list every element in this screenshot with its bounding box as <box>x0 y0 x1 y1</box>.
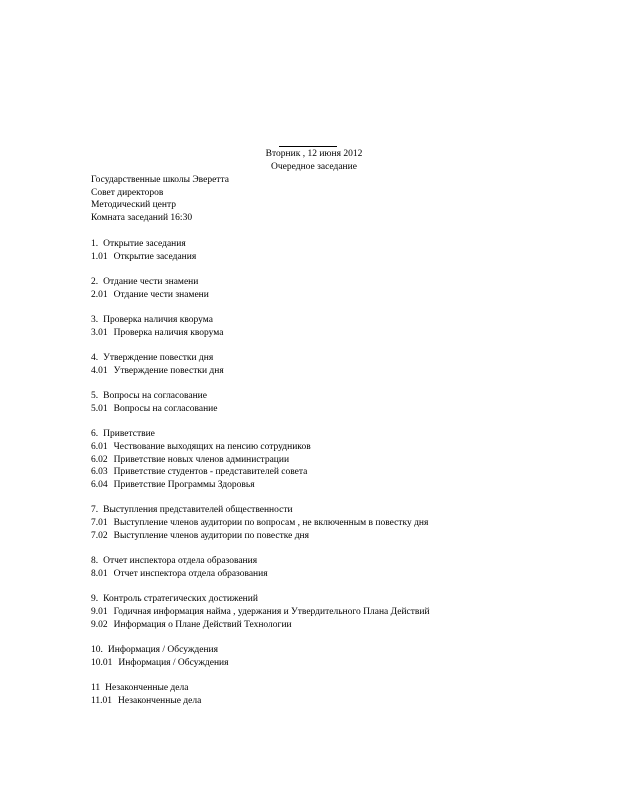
section-title: Выступления представителей общественности <box>103 505 293 516</box>
agenda-list <box>91 238 611 720</box>
agenda-section-heading <box>91 644 611 657</box>
agenda-item <box>91 695 611 708</box>
item-text: Проверка наличия кворума <box>113 327 224 338</box>
agenda-item <box>91 479 611 492</box>
section-title: Приветствие <box>103 429 155 440</box>
item-number: 6.01 <box>91 442 108 452</box>
agenda-section-heading <box>91 276 611 289</box>
agenda-section-heading <box>91 428 611 441</box>
agenda-section <box>91 238 611 263</box>
section-title: Информация / Обсуждения <box>107 645 218 655</box>
section-number: 1. <box>91 239 99 249</box>
agenda-section-heading <box>91 593 611 606</box>
item-text: Утверждение повестки дня <box>113 365 224 376</box>
item-text: Вопросы на согласование <box>113 403 218 414</box>
item-text: Приветствие студентов - представителей совета <box>113 467 308 478</box>
board-name: Совет директоров <box>91 187 164 198</box>
item-number: 3.01 <box>91 327 108 338</box>
item-text: Незаконченные дела <box>118 695 202 706</box>
item-text: Годичная информация найма , удержания и Утвердительного Плана Действий <box>113 606 430 617</box>
organization-name: Государственные школы Эверетта <box>91 175 229 185</box>
section-number: 8. <box>91 556 99 567</box>
item-number: 5.01 <box>91 403 108 414</box>
agenda-section-heading <box>91 555 611 568</box>
agenda-section-heading <box>91 314 611 327</box>
item-number: 10.01 <box>91 657 113 668</box>
agenda-section-heading <box>91 390 611 403</box>
agenda-item <box>91 454 611 467</box>
agenda-item <box>91 657 611 670</box>
item-text: Чествование выходящих на пенсию сотрудников <box>113 442 311 452</box>
agenda-section <box>91 682 611 707</box>
section-title: Вопросы на согласование <box>103 391 207 402</box>
item-text: Отдание чести знамени <box>113 289 209 300</box>
agenda-section <box>91 428 611 491</box>
agenda-item <box>91 619 611 632</box>
location-name: Методический центр <box>91 200 176 211</box>
item-text: Приветствие Программы Здоровья <box>113 480 255 491</box>
item-text: Информация / Обсуждения <box>118 657 229 668</box>
agenda-section <box>91 593 611 631</box>
agenda-section <box>91 644 611 669</box>
agenda-section <box>91 276 611 301</box>
room-and-time: Комната заседаний 16:30 <box>91 213 193 224</box>
item-number: 9.01 <box>91 606 108 617</box>
agenda-item <box>91 466 611 479</box>
section-title: Контроль стратегических достижений <box>103 594 258 605</box>
section-title: Незаконченные дела <box>105 683 189 694</box>
agenda-section-heading <box>91 504 611 517</box>
item-number: 6.04 <box>91 480 108 491</box>
item-text: Открытие заседания <box>113 251 197 262</box>
agenda-item <box>91 327 611 340</box>
item-number: 7.01 <box>91 518 108 529</box>
meeting-info <box>91 174 229 225</box>
agenda-item <box>91 403 611 416</box>
agenda-section <box>91 555 611 580</box>
section-title: Отдание чести знамени <box>103 277 199 288</box>
section-number: 7. <box>91 505 99 516</box>
agenda-item <box>91 289 611 302</box>
item-number: 7.02 <box>91 530 108 541</box>
agenda-section <box>91 352 611 377</box>
agenda-section-heading <box>91 352 611 365</box>
title-rule <box>279 146 337 147</box>
item-text: Отчет инспектора отдела образования <box>113 568 268 579</box>
agenda-item <box>91 441 611 454</box>
section-number: 6. <box>91 429 99 440</box>
section-title: Открытие заседания <box>103 239 186 249</box>
item-number: 6.02 <box>91 454 108 465</box>
item-number: 8.01 <box>91 568 108 579</box>
meeting-type: Очередное заседание <box>271 162 357 172</box>
section-number: 4. <box>91 353 99 364</box>
section-number: 2. <box>91 277 99 288</box>
section-title: Проверка наличия кворума <box>103 315 213 326</box>
section-number: 9. <box>91 594 99 605</box>
agenda-section-heading <box>91 682 611 695</box>
agenda-item <box>91 365 611 378</box>
section-number: 5. <box>91 391 99 402</box>
section-number: 11 <box>91 683 101 694</box>
agenda-item <box>91 530 611 543</box>
section-number: 3. <box>91 315 99 326</box>
agenda-item <box>91 568 611 581</box>
item-text: Выступление членов аудитории по повестке дня <box>113 530 309 541</box>
section-number: 10. <box>91 645 103 655</box>
item-number: 4.01 <box>91 365 108 376</box>
agenda-item <box>91 606 611 619</box>
item-number: 1.01 <box>91 251 108 262</box>
item-number: 6.03 <box>91 467 108 478</box>
agenda-section <box>91 390 611 415</box>
item-number: 2.01 <box>91 289 108 300</box>
agenda-item <box>91 517 611 530</box>
agenda-section <box>91 504 611 542</box>
item-text: Приветствие новых членов администрации <box>113 454 290 465</box>
item-number: 9.02 <box>91 619 108 630</box>
section-title: Утверждение повестки дня <box>103 353 214 364</box>
item-text: Информация о Плане Действий Технологии <box>113 619 292 630</box>
item-number: 11.01 <box>91 695 113 706</box>
agenda-section <box>91 314 611 339</box>
section-title: Отчет инспектора отдела образования <box>103 556 258 567</box>
agenda-item <box>91 251 611 264</box>
item-text: Выступление членов аудитории по вопросам , не включенным в повестку дня <box>113 518 429 529</box>
agenda-section-heading <box>91 238 611 251</box>
meeting-date: Вторник , 12 июня 2012 <box>265 149 363 159</box>
